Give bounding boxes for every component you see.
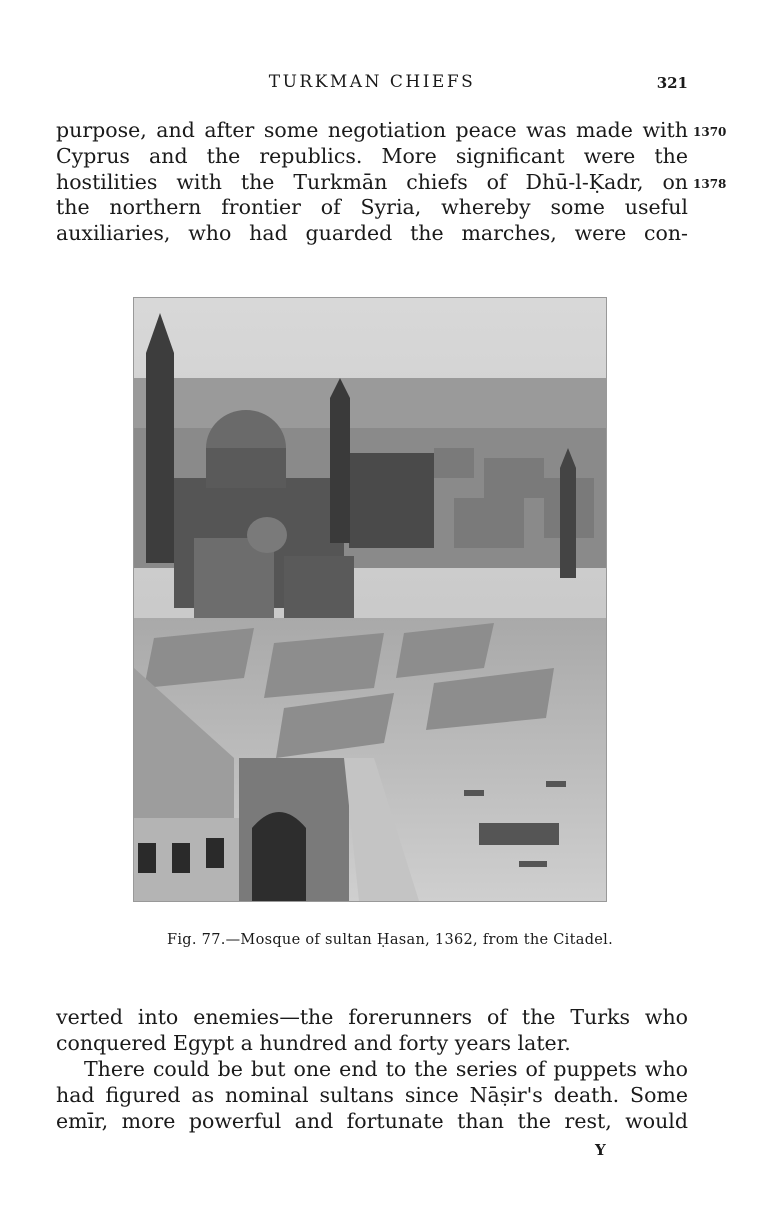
page-header — [56, 72, 688, 100]
text-line: Cyprus and the republics. More significant were the — [56, 143, 688, 168]
text-line: verted into enemies—the forerunners of the Turks who — [56, 1005, 688, 1029]
signature-mark: Y — [595, 1141, 606, 1159]
margin-year-1378: 1378 — [693, 177, 727, 191]
text-line: purpose, and after some negotiation peace was made with — [56, 118, 688, 142]
text-line: hostilities with the Turkmān chiefs of Dhū-l-Ḳadr, on — [56, 169, 688, 194]
page-number: 321 — [656, 74, 688, 92]
text-line: the northern frontier of Syria, whereby some useful — [56, 195, 688, 220]
figure-photograph — [133, 297, 607, 902]
running-head: TURKMAN CHIEFS — [268, 72, 476, 92]
text-line: had figured as nominal sultans since Nāṣir's death. Some — [56, 1082, 688, 1107]
top-paragraph — [56, 118, 688, 247]
text-line: There could be but one end to the series of puppets who — [84, 1057, 688, 1081]
figure-caption: Fig. 77.—Mosque of sultan Ḥasan, 1362, from the Citadel. — [166, 932, 614, 948]
text-line: emīr, more powerful and fortunate than the rest, would — [56, 1108, 688, 1133]
text-line: auxiliaries, who had guarded the marches, were con- — [56, 221, 688, 246]
margin-year-1370: 1370 — [693, 125, 727, 139]
mosque-cityscape-image — [134, 298, 606, 901]
bottom-paragraph — [56, 1005, 688, 1057]
text-line: conquered Egypt a hundred and forty years later. — [56, 1030, 571, 1055]
second-paragraph — [56, 1057, 688, 1134]
